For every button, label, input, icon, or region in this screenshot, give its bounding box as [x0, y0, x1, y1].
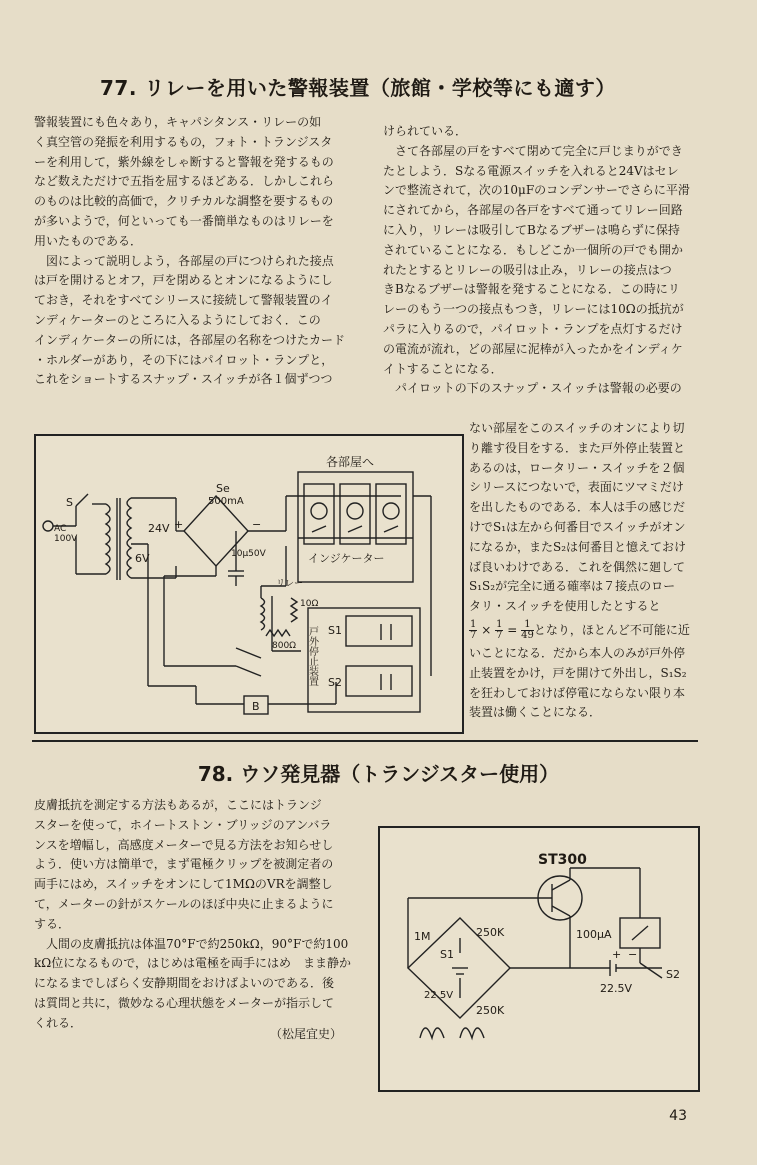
text-line: くれる．: [34, 1015, 83, 1030]
s1-label: S1: [440, 948, 454, 961]
text-line: にされてから，各部屋の各戸をすべて通ってリレー回路: [383, 203, 683, 218]
voltage-6-label: 6V: [135, 552, 150, 565]
text-line: く真空管の発振を利用するもの，フォト・トランジスタ: [34, 134, 333, 149]
article-77-conclusion: [469, 644, 709, 723]
fraction-2: $\frac{1}{7}$: [496, 619, 503, 641]
text-line: パイロットの下のスナップ・スイッチは警報の必要の: [383, 381, 682, 396]
ac-voltage-label: 100V: [54, 534, 78, 544]
author-credit: （松尾宜史）: [270, 1027, 343, 1041]
text-line: ・ホルダーがあり，その下にはパイロット・ランプと，: [34, 352, 334, 367]
text-line: されていることになる．もしどこか一個所の戸でも開か: [383, 242, 684, 257]
text-line: のものは比較的高価で，クリチカルな調整を要するもの: [34, 194, 334, 209]
resistor-800-label: 800Ω: [272, 641, 297, 651]
pilot-lamp-icon: [311, 503, 327, 519]
text-line: になるか，またS₂は何番目と憶えておけ: [469, 539, 687, 554]
ac-label: AC: [54, 524, 67, 534]
relay-label: リレー: [276, 579, 304, 589]
text-line: 両手にはめ，スイッチをオンにして1MΩのVRを調整し: [34, 877, 333, 892]
text-line: ーを利用して，紫外線をしゃ断すると警報を発するもの: [34, 154, 334, 169]
text-line: 警報装置にも色々あり，キャパシタンス・リレーの如: [34, 115, 322, 129]
buzzer-label: B: [252, 700, 260, 713]
text-line: ば良いわけである．これを偶然に廻して: [469, 559, 686, 574]
text-line: ンスを増幅し，高感度メーターで見る方法をお知らせし: [34, 837, 334, 852]
text-line: けでS₁は左から何番目でスイッチがオン: [469, 519, 686, 534]
battery-right-label: 22.5V: [600, 982, 633, 995]
text-line: の電流が流れ，どの部屋に泥棒が入ったかをインディケ: [383, 341, 683, 356]
text-line: スターを使って，ホイートストン・ブリッジのアンバラ: [34, 817, 332, 832]
text-line: は質問と共に，微妙なる心理状態をメーターが指示して: [34, 995, 335, 1010]
text-line: 止装置をかけ，戸を開けて外出し，S₁S₂: [469, 665, 687, 680]
meter-label: 100μA: [576, 928, 612, 941]
alarm-circuit-diagram: [34, 434, 464, 734]
text-line: さて各部屋の戸をすべて閉めて完全に戸じまりができ: [383, 143, 683, 158]
text-line: が多いようで，何といっても一番簡単なものはリレーを: [34, 213, 334, 228]
text-line: 用いたものである．: [34, 233, 143, 248]
resistor-10-label: 10Ω: [300, 599, 319, 609]
text-line: kΩ位になるもので，はじめは電極を両手にはめ まま静か: [34, 956, 351, 971]
text-line: て，メーターの針がスケールのほぼ中央に止まるように: [34, 896, 334, 911]
text-line: ンディケーターのところに入るようにしておく．この: [34, 312, 321, 327]
article-78-text: [34, 796, 364, 1034]
fraction-3: $\frac{1}{49}$: [521, 619, 534, 641]
text-line: よう．使い方は簡単で，まず電極クリップを被測定者の: [34, 857, 334, 872]
text-line: れたとするとリレーの吸引は止み，リレーの接点はつ: [383, 262, 672, 277]
resistor-800-icon: [266, 630, 290, 636]
text-line: を狂わしておけば停電にならない限り本: [469, 685, 686, 700]
text-line: になるまでしばらく安静期間をおけばよいのである．後: [34, 976, 335, 991]
page-number: 43: [669, 1108, 687, 1124]
text-line: あるのは，ロータリー・スイッチを２個: [469, 460, 685, 475]
text-line: り離す役目をする．また戸外停止装置と: [469, 440, 686, 455]
left-hand-icon: [420, 1028, 444, 1038]
vr-label: 1M: [414, 930, 431, 943]
text-line: タリ・スイッチを使用したとすると: [469, 599, 661, 614]
article-78-title: 78. ウソ発見器（トランジスター使用）: [197, 762, 560, 786]
formula-tail: となり，ほとんど不可能に近: [533, 623, 690, 637]
transistor-label: ST300: [538, 852, 587, 868]
fraction-1: $\frac{1}{7}$: [470, 619, 477, 641]
text-line: ンで整流されて，次の10μFのコンデンサーでさらに平滑: [383, 183, 690, 198]
section-divider: [32, 740, 698, 742]
capacitor-label: 10μ50V: [231, 549, 266, 559]
text-line: する．: [34, 916, 71, 931]
s2-label: S2: [666, 968, 680, 981]
plus-label: +: [174, 518, 184, 531]
battery-plus-label: +: [612, 948, 622, 961]
text-line: など数えただけで五指を屈するほどある．しかしこれら: [34, 174, 335, 189]
minus-label: −: [252, 518, 262, 531]
voltage-24-label: 24V: [148, 522, 170, 535]
resistor-bottom-label: 250K: [476, 1004, 505, 1017]
switch-s-label: S: [66, 496, 73, 509]
text-line: ておき，それをすべてシリースに接続して警報装置のイ: [34, 293, 333, 308]
selenium-rating-label: 500mA: [208, 496, 244, 507]
article-77-side-column: [469, 419, 709, 617]
text-line: いことになる．だから本人のみが戸外停: [469, 646, 686, 660]
s1-label: S1: [328, 624, 342, 637]
probability-formula: $\frac{1}{7}$ × $\frac{1}{7}$ = $\frac{1}{49}$ となり，ほとんど不可能に近: [470, 619, 690, 641]
lie-detector-svg: [380, 828, 698, 1090]
transformer-primary: [106, 504, 110, 574]
text-line: イトすることになる．: [383, 361, 503, 376]
text-line: きBなるブザーは警報を発することになる．この時にリ: [383, 282, 680, 297]
text-line: 装置は働くことになる．: [469, 705, 602, 720]
selenium-label: Se: [216, 482, 230, 495]
text-line: 人間の皮膚抵抗は体温70°Fで約250kΩ，90°Fで約100: [34, 936, 349, 951]
text-line: を出したものである．本人は手の感じだ: [469, 500, 686, 515]
resistor-top-label: 250K: [476, 926, 505, 939]
text-line: シリースにつないで，表面にツマミだけ: [469, 480, 684, 495]
pilot-lamp-icon: [347, 503, 363, 519]
indicator-label: インジケーター: [308, 552, 385, 565]
article-77-left-column: [34, 113, 366, 390]
text-line: は戸を開けるとオフ，戸を閉めるとオンになるようにし: [34, 273, 333, 288]
alarm-circuit-svg: [36, 436, 462, 732]
outdoor-label: 戸外停止装置: [306, 626, 318, 686]
s2-label: S2: [328, 676, 342, 689]
text-line: 図によって説明しよう，各部屋の戸につけられた接点: [34, 253, 334, 268]
text-line: S₁S₂が完全に通る確率は７接点のロー: [469, 579, 676, 594]
pilot-lamp-icon: [383, 503, 399, 519]
text-line: たとしよう．Sなる電源スイッチを入れると24Vはセレ: [383, 163, 679, 178]
text-line: に入り，リレーは吸引してBなるブザーは鳴らずに保持: [383, 222, 680, 237]
text-line: インディケーターの所には，各部屋の名称をつけたカード: [34, 332, 346, 347]
transformer-secondary: [127, 498, 131, 578]
rooms-label: 各部屋へ: [326, 455, 375, 469]
article-77-right-column: [383, 122, 709, 399]
article-77-title: 77. リレーを用いた警報装置（旅館・学校等にも適す）: [100, 76, 616, 100]
resistor-10-icon: [291, 598, 297, 622]
text-line: パラに入りるので，パイロット・ランプを点灯するだけ: [383, 321, 683, 336]
text-line: けられている．: [383, 124, 468, 138]
relay-coil: [261, 598, 265, 630]
battery-minus-label: −: [628, 948, 638, 961]
battery-left-label: 22.5V: [424, 990, 454, 1001]
ac-plug-icon: [43, 521, 53, 531]
right-hand-icon: [460, 1028, 484, 1038]
text-line: レーのもう一つの接点もつき，リレーには10Ωの抵抗が: [383, 302, 684, 317]
text-line: これをショートするスナップ・スイッチが各１個ずつつ: [34, 372, 333, 387]
text-line: ない部屋をこのスイッチのオンにより切: [469, 421, 685, 435]
text-line: 皮膚抵抗を測定する方法もあるが，ここにはトランジ: [34, 798, 322, 812]
lie-detector-diagram: [378, 826, 700, 1092]
